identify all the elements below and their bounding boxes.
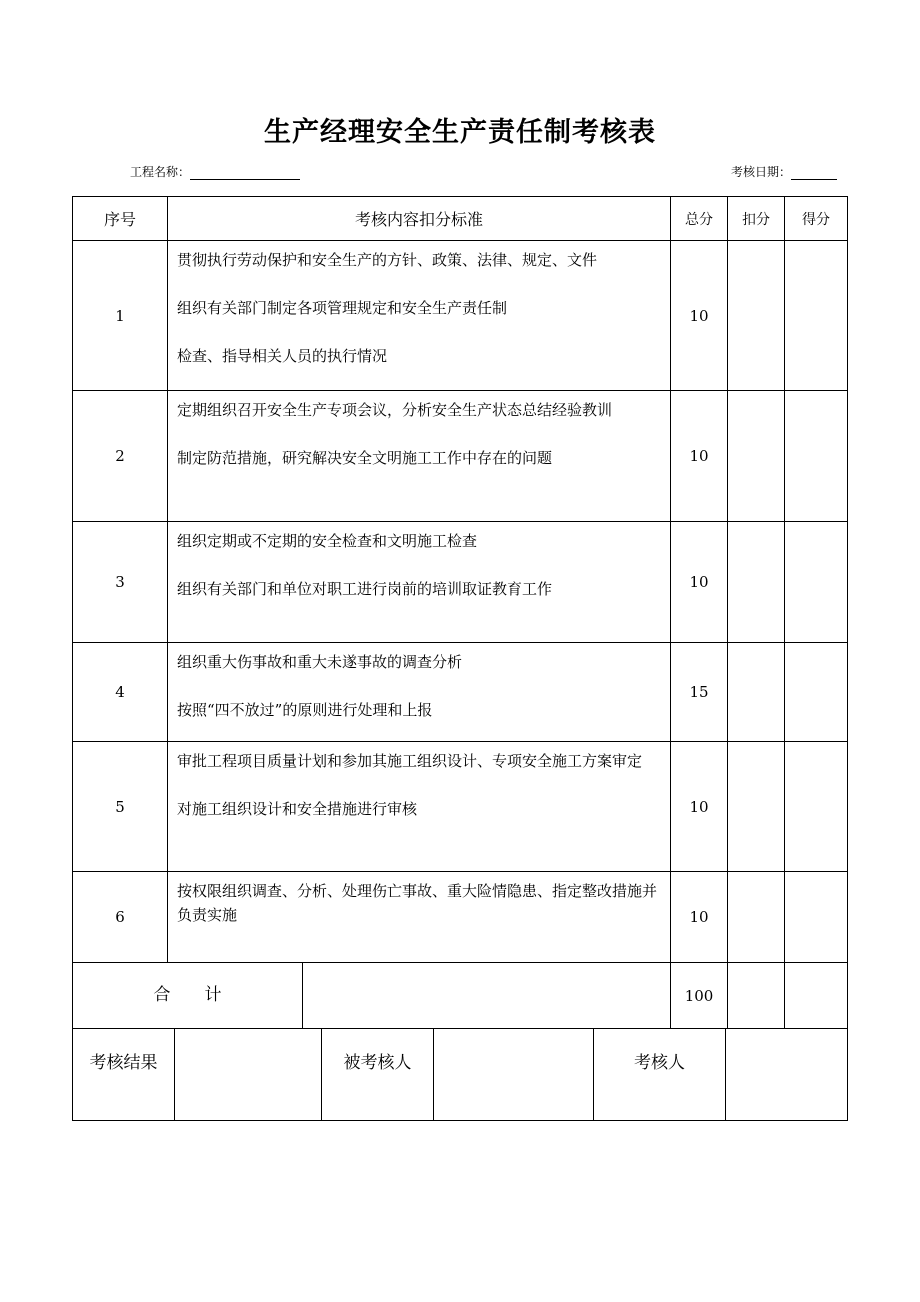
sum-total: 100 [671,963,728,1029]
row-total: 10 [671,391,728,522]
row-criteria [168,241,671,391]
signature-row [73,1029,848,1121]
header-total: 总分 [671,197,728,241]
row-criteria [168,391,671,522]
row-score-cell[interactable] [785,241,848,391]
header-deduct: 扣分 [728,197,785,241]
row-total: 10 [671,872,728,963]
table-row [73,241,848,391]
project-name-blank[interactable] [190,166,300,180]
criteria-line: 制定防范措施，研究解决安全文明施工工作中存在的问题 [177,449,553,467]
row-deduct-cell[interactable] [728,241,785,391]
row-deduct-cell[interactable] [728,391,785,522]
criteria-line: 定期组织召开安全生产专项会议，分析安全生产状态总结经验教训 [177,401,613,419]
sum-score-cell[interactable] [785,963,848,1029]
criteria-line: 贯彻执行劳动保护和安全生产的方针、政策、法律、规定、文件 [177,251,598,269]
row-seq: 2 [73,391,168,522]
assessor-label: 考核人 [594,1029,726,1121]
criteria-line: 按权限组织调查、分析、处理伤亡事故、重大险情隐患、指定整改措施并负责实施 [177,882,658,924]
row-score-cell[interactable] [785,643,848,742]
criteria-line: 按照“四不放过”的原则进行处理和上报 [177,701,433,719]
page-title: 生产经理安全生产责任制考核表 [264,117,656,148]
table-row [73,872,848,963]
row-total: 15 [671,643,728,742]
row-deduct-cell[interactable] [728,643,785,742]
signature-table [72,1028,848,1121]
sum-row [73,963,848,1029]
assessment-table [72,196,848,1029]
assessment-date-label: 考核日期： [730,165,791,179]
criteria-line: 组织有关部门制定各项管理规定和安全生产责任制 [177,299,508,317]
criteria-line: 对施工组织设计和安全措施进行审核 [177,800,418,818]
row-criteria [168,872,671,963]
assessee-label: 被考核人 [322,1029,434,1121]
header-criteria: 考核内容扣分标准 [168,197,671,241]
table-row [73,742,848,872]
row-seq: 4 [73,643,168,742]
criteria-line: 组织重大伤事故和重大未遂事故的调查分析 [177,653,463,671]
assessment-date-blank[interactable] [791,166,837,180]
table-row [73,391,848,522]
result-label: 考核结果 [73,1029,175,1121]
row-seq: 1 [73,241,168,391]
assessment-date-field [731,163,837,180]
criteria-line: 组织定期或不定期的安全检查和文明施工检查 [177,532,478,550]
row-score-cell[interactable] [785,391,848,522]
sum-blank-cell[interactable] [303,963,671,1029]
criteria-line: 检查、指导相关人员的执行情况 [177,347,388,365]
row-deduct-cell[interactable] [728,872,785,963]
row-criteria [168,643,671,742]
row-score-cell[interactable] [785,872,848,963]
row-deduct-cell[interactable] [728,522,785,643]
project-name-label: 工程名称： [130,165,191,179]
project-name-field [130,163,300,180]
row-score-cell[interactable] [785,522,848,643]
assessee-value-cell[interactable] [434,1029,594,1121]
row-total: 10 [671,742,728,872]
table-row [73,643,848,742]
result-value-cell[interactable] [175,1029,322,1121]
row-deduct-cell[interactable] [728,742,785,872]
row-criteria [168,742,671,872]
header-score: 得分 [785,197,848,241]
sum-deduct-cell[interactable] [728,963,785,1029]
criteria-line: 审批工程项目质量计划和参加其施工组织设计、专项安全施工方案审定 [177,752,643,770]
table-header-row [73,197,848,241]
assessor-value-cell[interactable] [726,1029,848,1121]
sum-label: 合 计 [73,963,303,1029]
header-seq: 序号 [73,197,168,241]
row-total: 10 [671,522,728,643]
row-total: 10 [671,241,728,391]
table-row [73,522,848,643]
criteria-line: 组织有关部门和单位对职工进行岗前的培训取证教育工作 [177,580,553,598]
row-seq: 5 [73,742,168,872]
row-criteria [168,522,671,643]
row-seq: 6 [73,872,168,963]
row-seq: 3 [73,522,168,643]
row-score-cell[interactable] [785,742,848,872]
